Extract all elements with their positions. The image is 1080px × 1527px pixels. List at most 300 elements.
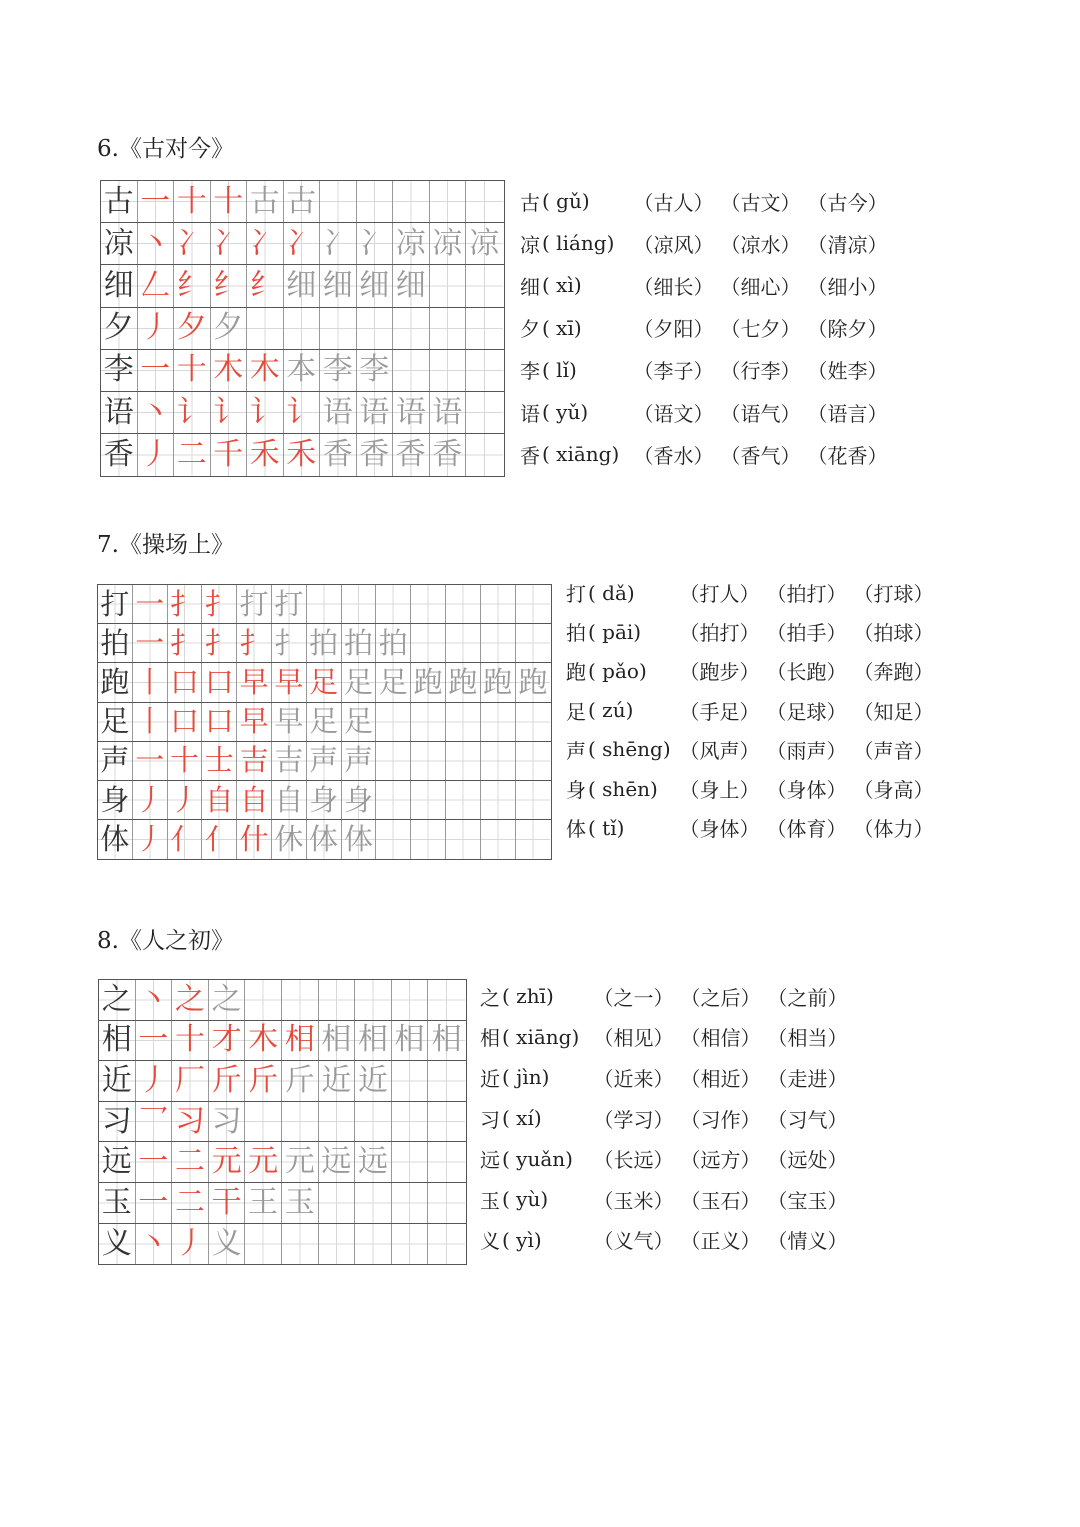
vocab-word-text: 相信 (700, 1026, 741, 1051)
practice-cell (516, 781, 551, 819)
stroke-step: 口 (202, 663, 237, 701)
vocab-word: （古文） (720, 190, 801, 215)
vocab-word-text: 相近 (700, 1066, 741, 1091)
pinyin: jìn (516, 1065, 542, 1090)
vocab-word-text: 学习 (613, 1107, 654, 1132)
vocab-word: （语文） (633, 401, 714, 426)
vocab-word-text: 声音 (873, 738, 914, 763)
practice-cell (481, 781, 516, 819)
practice-cell (430, 181, 467, 222)
stroke-step: 纟 (174, 265, 211, 306)
vocab-word: （玉米） (593, 1188, 674, 1213)
practice-cell (481, 742, 516, 780)
stroke-step: 十 (174, 181, 211, 222)
stroke-step: 讠 (174, 392, 211, 433)
practice-cell (481, 624, 516, 662)
stroke-step: 禾 (247, 434, 284, 476)
practice-cell (446, 820, 481, 859)
vocab-word-text: 香水 (653, 443, 694, 468)
vocab-character: 跑 (566, 660, 586, 685)
pinyin: xiāng (516, 1024, 572, 1049)
practice-cell (446, 742, 481, 780)
practice-cell (446, 585, 481, 623)
vocab-word-text: 李子 (653, 359, 694, 384)
model-character: 拍 (98, 624, 133, 662)
grid-row (98, 781, 551, 820)
model-character: 打 (98, 585, 133, 623)
practice-cell (516, 624, 551, 662)
vocab-word-text: 宝玉 (787, 1188, 828, 1213)
stroke-step: 斤 (245, 1061, 282, 1101)
vocab-word: （打人） (679, 582, 760, 607)
stroke-step: 二 (172, 1183, 209, 1223)
stroke-step: 扌 (202, 585, 237, 623)
vocab-word-text: 身高 (873, 778, 914, 803)
model-character: 之 (99, 980, 136, 1020)
stroke-step: 细 (393, 265, 430, 306)
vocab-row (520, 391, 891, 433)
vocab-row (566, 612, 937, 651)
vocab-character: 足 (566, 699, 586, 724)
stroke-step: 相 (428, 1021, 465, 1061)
grid-row (99, 1142, 466, 1183)
vocab-word-text: 之前 (787, 985, 828, 1010)
vocab-word-text: 清凉 (827, 232, 868, 257)
stroke-step: 声 (307, 742, 342, 780)
vocab-word: （凉风） (633, 232, 714, 257)
vocab-word: （近来） (593, 1066, 674, 1091)
vocab-word-text: 体育 (786, 817, 827, 842)
practice-cell (392, 980, 429, 1020)
vocab-word-text: 细小 (827, 274, 868, 299)
pinyin: xì (556, 273, 574, 298)
model-character: 李 (101, 350, 138, 391)
stroke-step: 跑 (481, 663, 516, 701)
practice-cell (342, 585, 377, 623)
practice-cell (411, 624, 446, 662)
practice-cell (481, 820, 516, 859)
practice-cell (466, 265, 503, 306)
practice-cell (516, 742, 551, 780)
practice-cell (245, 1224, 282, 1265)
stroke-step: 细 (284, 265, 321, 306)
pinyin-wrapper: ( pǎo) (588, 658, 647, 683)
grid-row (99, 1102, 466, 1143)
vocab-character: 体 (566, 817, 586, 842)
vocab-word: （拍球） (853, 621, 934, 646)
grid-row (98, 742, 551, 781)
stroke-step: 冫 (320, 223, 357, 264)
vocab-row (480, 976, 851, 1017)
grid-row (98, 663, 551, 702)
vocab-row (480, 1098, 851, 1139)
stroke-step: 古 (284, 181, 321, 222)
stroke-step: 冫 (174, 223, 211, 264)
pinyin-wrapper: ( pāi) (588, 619, 642, 644)
practice-cell (320, 181, 357, 222)
vocab-character: 声 (566, 738, 586, 763)
vocab-word: （香气） (720, 443, 801, 468)
vocab-character: 拍 (566, 621, 586, 646)
stroke-step: 禾 (284, 434, 321, 476)
pinyin: lǐ (556, 357, 569, 382)
grid-row (101, 392, 504, 434)
vocab-word: （除夕） (807, 317, 888, 342)
vocab-word-text: 拍球 (873, 621, 914, 646)
stroke-step: 远 (319, 1142, 356, 1182)
stroke-step: 自 (272, 781, 307, 819)
practice-cell (466, 308, 503, 349)
vocab-word: （情义） (767, 1229, 848, 1254)
practice-cell (430, 308, 467, 349)
vocab-word: （细小） (807, 274, 888, 299)
vocab-character: 语 (520, 401, 540, 426)
model-character: 跑 (98, 663, 133, 701)
stroke-step: 香 (320, 434, 357, 476)
pinyin: liáng (556, 231, 607, 256)
stroke-step: 丶 (136, 980, 173, 1020)
stroke-order-grid (98, 979, 467, 1265)
pinyin-wrapper: ( xiāng) (502, 1024, 580, 1049)
grid-row (101, 308, 504, 350)
practice-cell (376, 820, 411, 859)
stroke-step: 十 (168, 742, 203, 780)
stroke-step: 一 (133, 624, 168, 662)
vocab-row (566, 769, 937, 808)
practice-cell (376, 585, 411, 623)
vocab-word-text: 古文 (740, 190, 781, 215)
vocab-word-text: 相当 (787, 1026, 828, 1051)
model-character: 体 (98, 820, 133, 859)
vocab-word-text: 义气 (613, 1229, 654, 1254)
stroke-step: 丿 (138, 308, 175, 349)
stroke-step: 十 (174, 350, 211, 391)
vocab-row (480, 1017, 851, 1058)
stroke-step: 语 (393, 392, 430, 433)
vocab-word-text: 拍打 (786, 582, 827, 607)
vocab-word: （雨声） (766, 738, 847, 763)
vocab-word: （跑步） (679, 660, 760, 685)
stroke-step: 自 (202, 781, 237, 819)
practice-cell (428, 1224, 465, 1265)
vocab-word: （义气） (593, 1229, 674, 1254)
vocab-word-text: 拍手 (786, 621, 827, 646)
vocab-word: （语气） (720, 401, 801, 426)
stroke-step: 丿 (133, 820, 168, 859)
vocab-word-text: 近来 (613, 1066, 654, 1091)
pinyin: gǔ (556, 189, 582, 214)
practice-cell (355, 1224, 392, 1265)
stroke-step: 丿 (172, 1224, 209, 1265)
stroke-step: 跑 (516, 663, 551, 701)
pinyin-wrapper: ( tǐ) (588, 815, 625, 840)
vocab-word: （相见） (593, 1026, 674, 1051)
vocab-word: （古人） (633, 190, 714, 215)
stroke-step: 什 (237, 820, 272, 859)
stroke-step: 木 (245, 1021, 282, 1061)
stroke-step: 冫 (357, 223, 394, 264)
vocab-word: （花香） (807, 443, 888, 468)
vocab-word-text: 行李 (740, 359, 781, 384)
stroke-step: 古 (247, 181, 284, 222)
model-character: 习 (99, 1102, 136, 1142)
stroke-step: 习 (172, 1102, 209, 1142)
grid-row (101, 350, 504, 392)
model-character: 古 (101, 181, 138, 222)
stroke-step: 才 (209, 1021, 246, 1061)
vocab-word: （身体） (679, 817, 760, 842)
pinyin: shēn (602, 776, 651, 801)
practice-cell (411, 585, 446, 623)
practice-cell (376, 742, 411, 780)
practice-cell (376, 781, 411, 819)
stroke-step: 二 (172, 1142, 209, 1182)
vocab-word: （细心） (720, 274, 801, 299)
vocab-word: （拍打） (766, 582, 847, 607)
vocab-word: （夕阳） (633, 317, 714, 342)
stroke-step: 足 (307, 703, 342, 741)
stroke-step: 夕 (174, 308, 211, 349)
stroke-step: 纟 (247, 265, 284, 306)
vocab-word-text: 玉米 (613, 1188, 654, 1213)
vocab-word-text: 语气 (740, 401, 781, 426)
stroke-step: 凉 (430, 223, 467, 264)
stroke-step: 李 (357, 350, 394, 391)
stroke-step: 丨 (133, 663, 168, 701)
practice-cell (428, 1102, 465, 1142)
vocab-word: （手足） (679, 699, 760, 724)
model-character: 近 (99, 1061, 136, 1101)
practice-cell (516, 703, 551, 741)
vocab-word-text: 古人 (653, 190, 694, 215)
pinyin-wrapper: ( zhī) (502, 984, 554, 1009)
practice-cell (430, 265, 467, 306)
vocab-word-text: 细长 (653, 274, 694, 299)
vocab-word: （香水） (633, 443, 714, 468)
vocab-row (480, 1138, 851, 1179)
stroke-order-grid (97, 584, 552, 860)
stroke-step: 冫 (247, 223, 284, 264)
stroke-step: 细 (320, 265, 357, 306)
grid-row (99, 1224, 466, 1265)
vocab-row (520, 264, 891, 306)
stroke-step: 声 (342, 742, 377, 780)
vocab-word-text: 夕阳 (653, 317, 694, 342)
vocab-word-text: 香气 (740, 443, 781, 468)
vocab-word: （身体） (766, 778, 847, 803)
stroke-step: 夕 (211, 308, 248, 349)
stroke-step: 一 (133, 585, 168, 623)
pinyin-wrapper: ( xí) (502, 1106, 542, 1131)
stroke-step: 一 (138, 350, 175, 391)
vocab-row (566, 808, 937, 847)
vocab-word: （远处） (767, 1148, 848, 1173)
vocab-word: （古今） (807, 190, 888, 215)
practice-cell (430, 350, 467, 391)
model-character: 细 (101, 265, 138, 306)
stroke-step: 跑 (446, 663, 481, 701)
vocab-row (480, 1179, 851, 1220)
vocab-word-text: 雨声 (786, 738, 827, 763)
stroke-step: 玉 (282, 1183, 319, 1223)
practice-cell (393, 308, 430, 349)
vocab-word-text: 身上 (699, 778, 740, 803)
vocab-word: （长跑） (766, 660, 847, 685)
pinyin-wrapper: ( lǐ) (542, 357, 577, 382)
stroke-step: 𠃋 (138, 265, 175, 306)
vocab-character: 身 (566, 778, 586, 803)
stroke-step: 讠 (247, 392, 284, 433)
pinyin: xiāng (556, 442, 612, 467)
vocab-word: （习作） (680, 1107, 761, 1132)
vocab-word-text: 姓李 (827, 359, 868, 384)
stroke-step: 早 (272, 703, 307, 741)
practice-cell (355, 1102, 392, 1142)
practice-cell (466, 434, 503, 476)
vocab-word-text: 远方 (700, 1148, 741, 1173)
stroke-step: 跑 (411, 663, 446, 701)
practice-cell (428, 1183, 465, 1223)
vocab-word-text: 七夕 (740, 317, 781, 342)
vocab-word-text: 打人 (699, 582, 740, 607)
practice-cell (393, 350, 430, 391)
stroke-step: 一 (138, 181, 175, 222)
pinyin: zhī (516, 984, 546, 1009)
vocab-word: （相信） (680, 1026, 761, 1051)
stroke-step: 扌 (272, 624, 307, 662)
vocab-word-text: 相见 (613, 1026, 654, 1051)
vocab-word: （体力） (853, 817, 934, 842)
stroke-step: 丿 (168, 781, 203, 819)
grid-row (101, 434, 504, 476)
stroke-step: 体 (342, 820, 377, 859)
model-character: 足 (98, 703, 133, 741)
vocab-row (480, 1057, 851, 1098)
practice-cell (466, 392, 503, 433)
vocab-row (566, 730, 937, 769)
stroke-step: 足 (342, 663, 377, 701)
vocab-word: （知足） (853, 699, 934, 724)
practice-cell (282, 1224, 319, 1265)
stroke-step: 木 (247, 350, 284, 391)
stroke-step: 一 (136, 1021, 173, 1061)
stroke-step: 拍 (376, 624, 411, 662)
vocab-word-text: 长跑 (786, 660, 827, 685)
stroke-step: 扌 (202, 624, 237, 662)
vocab-word: （学习） (593, 1107, 674, 1132)
pinyin-wrapper: ( xiāng) (542, 442, 620, 467)
practice-cell (481, 703, 516, 741)
stroke-step: 一 (136, 1183, 173, 1223)
practice-cell (282, 980, 319, 1020)
practice-cell (392, 1224, 429, 1265)
stroke-step: 早 (237, 703, 272, 741)
vocab-character: 李 (520, 359, 540, 384)
vocab-word: （相近） (680, 1066, 761, 1091)
vocab-word: （之后） (680, 985, 761, 1010)
stroke-step: 李 (320, 350, 357, 391)
stroke-step: 早 (237, 663, 272, 701)
stroke-step: 扌 (168, 624, 203, 662)
vocab-character: 相 (480, 1026, 500, 1051)
stroke-step: 打 (237, 585, 272, 623)
pinyin-wrapper: ( zú) (588, 698, 634, 723)
stroke-step: 厂 (172, 1061, 209, 1101)
stroke-step: 足 (342, 703, 377, 741)
pinyin: dǎ (602, 580, 627, 605)
stroke-step: 之 (172, 980, 209, 1020)
vocab-word-text: 风声 (699, 738, 740, 763)
stroke-step: 丨 (133, 703, 168, 741)
vocab-word-text: 习气 (787, 1107, 828, 1132)
stroke-step: 士 (202, 742, 237, 780)
vocab-character: 香 (520, 443, 540, 468)
stroke-step: 斤 (209, 1061, 246, 1101)
practice-cell (247, 308, 284, 349)
pinyin: yì (516, 1227, 534, 1252)
practice-cell (428, 1142, 465, 1182)
practice-cell (357, 181, 394, 222)
vocab-word: （风声） (679, 738, 760, 763)
grid-row (98, 820, 551, 859)
vocab-word-text: 奔跑 (873, 660, 914, 685)
vocab-row (520, 349, 891, 391)
pinyin-wrapper: ( yù) (502, 1187, 549, 1212)
vocab-word-text: 花香 (827, 443, 868, 468)
vocab-word-text: 细心 (740, 274, 781, 299)
vocab-word-text: 正义 (700, 1229, 741, 1254)
stroke-step: 二 (174, 434, 211, 476)
vocab-word-text: 身体 (699, 817, 740, 842)
vocab-word-text: 远处 (787, 1148, 828, 1173)
vocab-word: （凉水） (720, 232, 801, 257)
vocab-word: （正义） (680, 1229, 761, 1254)
vocab-word-text: 走进 (787, 1066, 828, 1091)
vocab-character: 远 (480, 1148, 500, 1173)
vocab-word: （宝玉） (767, 1188, 848, 1213)
stroke-step: 口 (168, 703, 203, 741)
model-character: 凉 (101, 223, 138, 264)
vocab-list (480, 976, 851, 1260)
model-character: 相 (99, 1021, 136, 1061)
practice-cell (516, 820, 551, 859)
vocab-word: （体育） (766, 817, 847, 842)
practice-cell (446, 781, 481, 819)
vocab-row (520, 307, 891, 349)
stroke-step: 细 (357, 265, 394, 306)
practice-cell (245, 980, 282, 1020)
vocab-row (566, 691, 937, 730)
pinyin-wrapper: ( yuǎn) (502, 1146, 573, 1171)
lesson-title: 6.《古对今》 (97, 136, 234, 162)
vocab-word: （行李） (720, 359, 801, 384)
pinyin: yuǎn (516, 1146, 566, 1171)
vocab-word: （细长） (633, 274, 714, 299)
practice-cell (466, 181, 503, 222)
stroke-step: 身 (342, 781, 377, 819)
stroke-step: 一 (136, 1142, 173, 1182)
pinyin: xī (556, 315, 574, 340)
stroke-step: 语 (357, 392, 394, 433)
vocab-word: （李子） (633, 359, 714, 384)
vocab-word: （身高） (853, 778, 934, 803)
pinyin-wrapper: ( yì) (502, 1227, 542, 1252)
practice-cell (245, 1102, 282, 1142)
stroke-step: 干 (209, 1183, 246, 1223)
stroke-step: 一 (133, 742, 168, 780)
vocab-word-text: 体力 (873, 817, 914, 842)
pinyin-wrapper: ( yǔ) (542, 400, 589, 425)
